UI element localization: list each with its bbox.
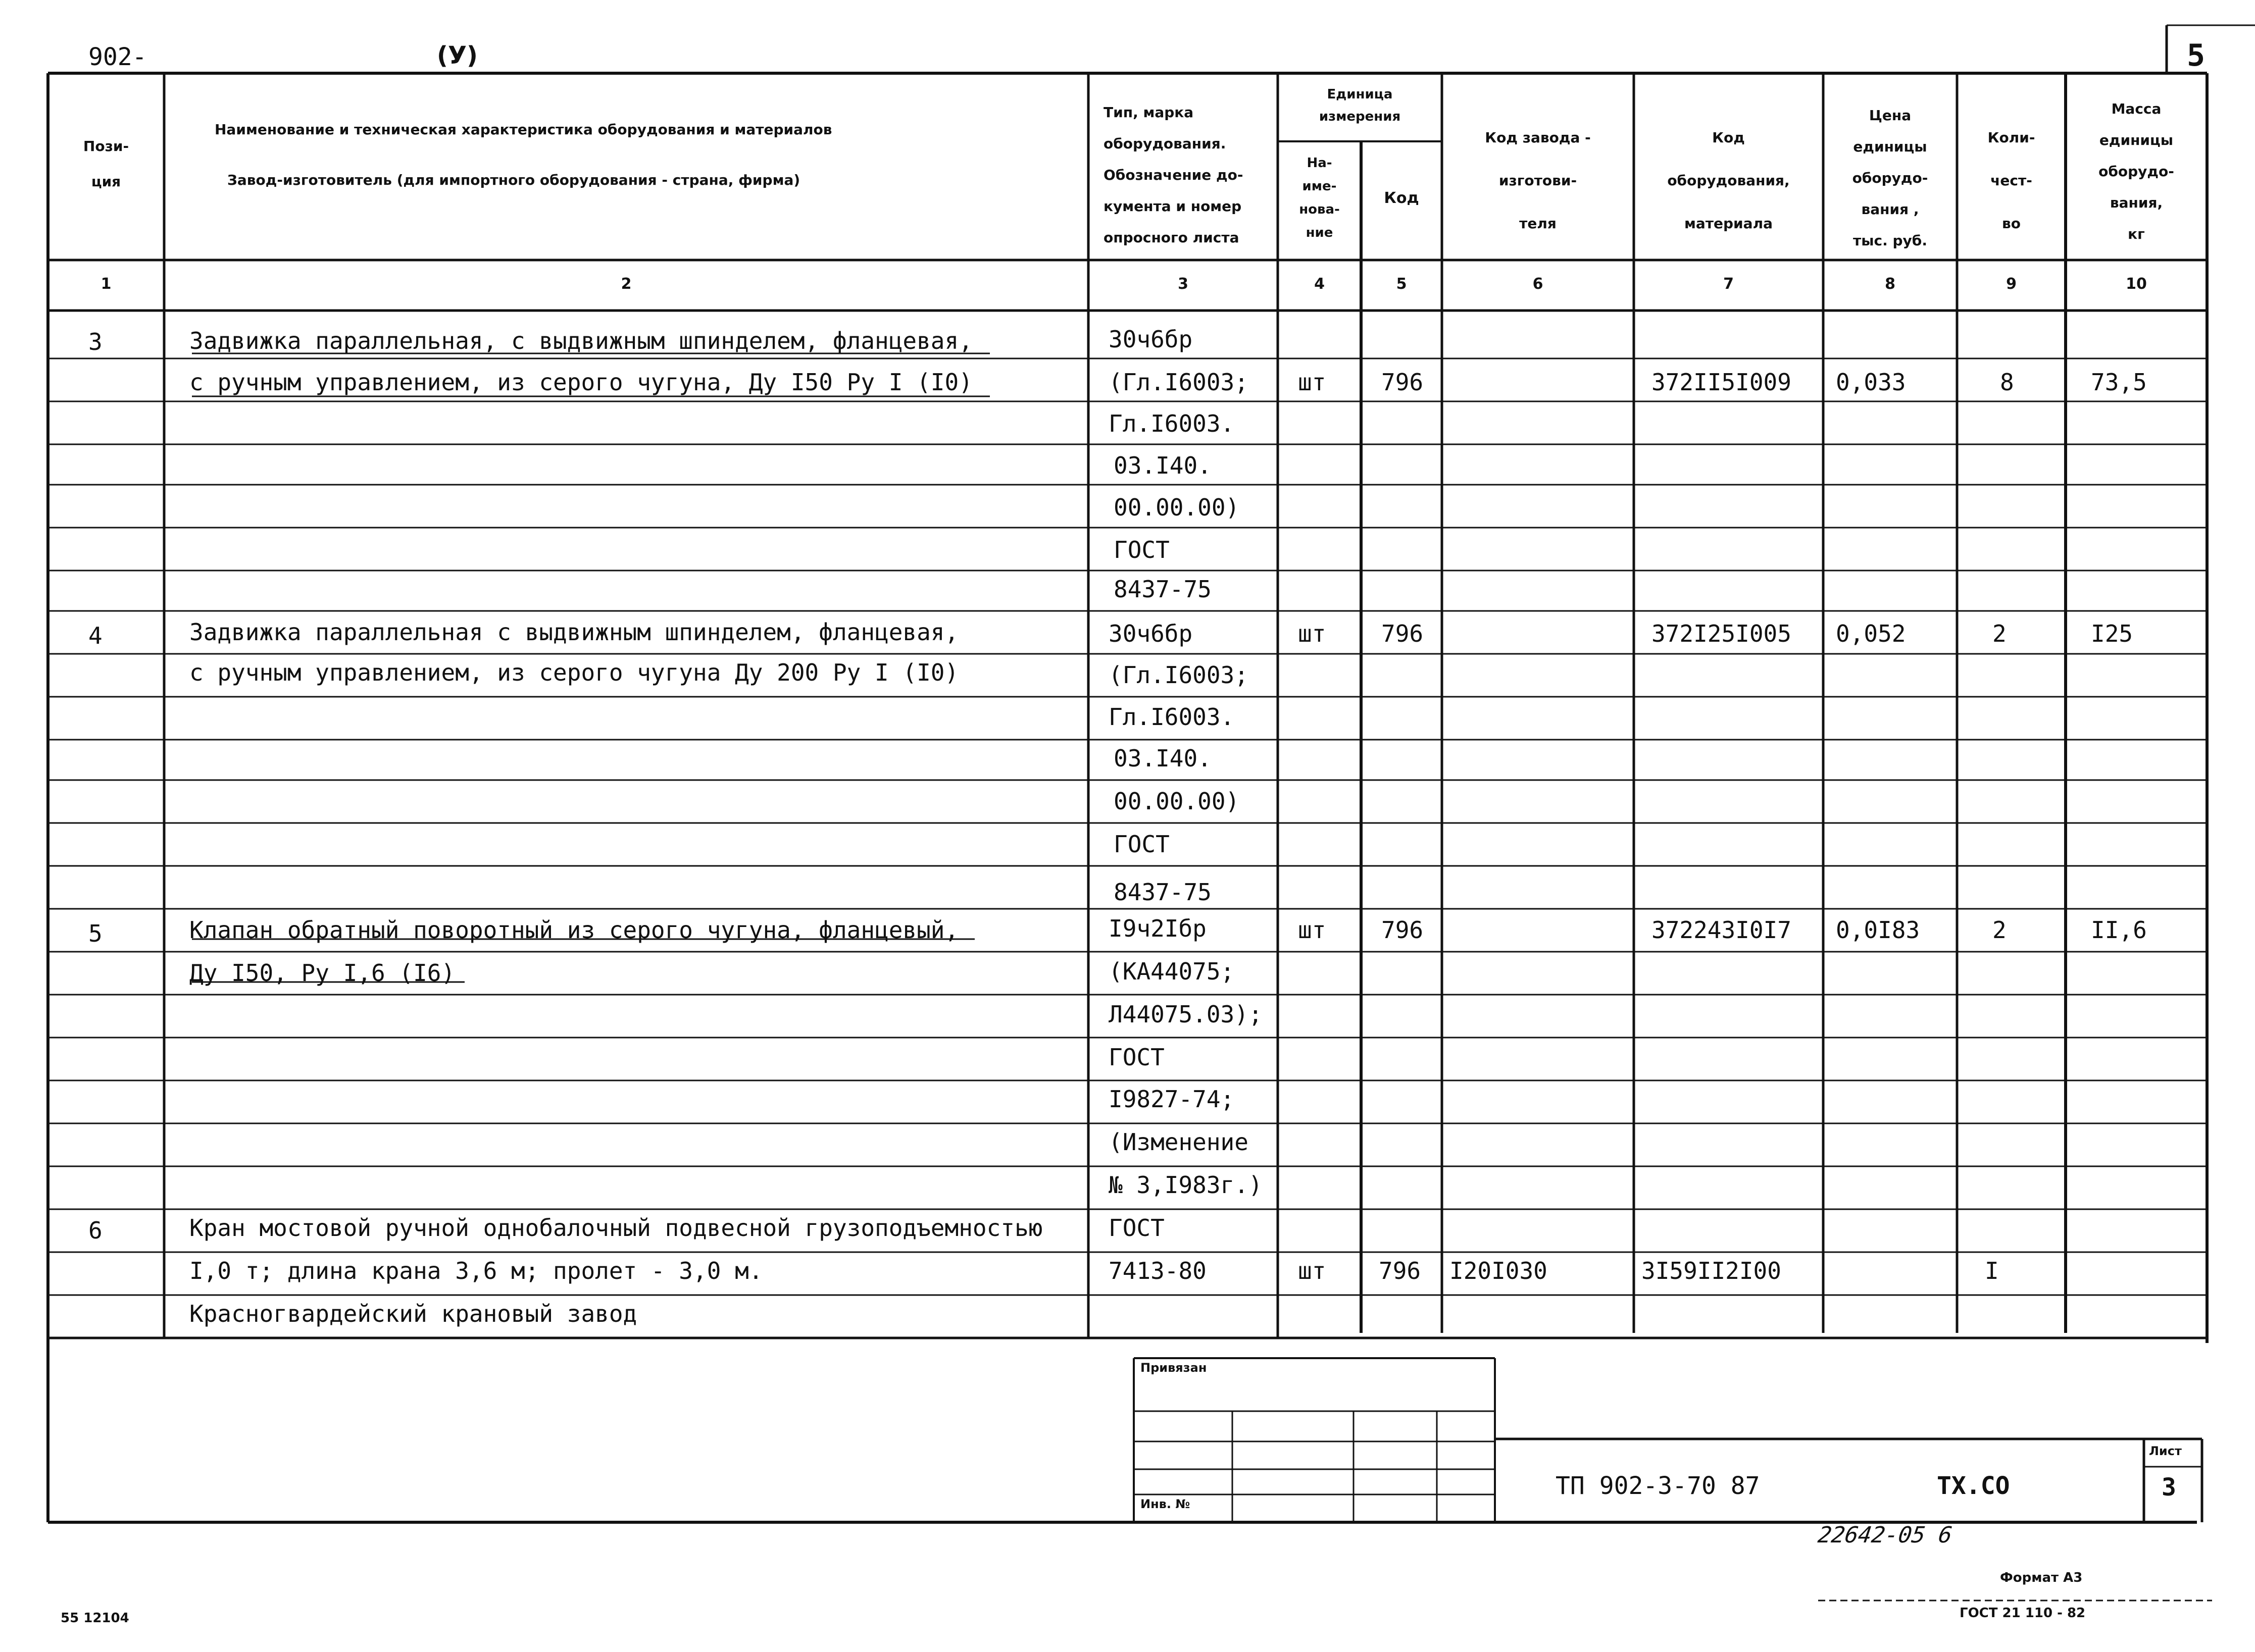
doc-designation: ТП 902-3-70 87 [1556, 1472, 1760, 1500]
row-mass: I25 [2091, 620, 2133, 647]
row-quantity: 2 [1992, 620, 2007, 647]
row-position: 3 [88, 328, 103, 355]
col-num-2: 2 [621, 275, 632, 293]
row-unit-code: 796 [1381, 369, 1424, 396]
footer-code: 55 12104 [61, 1611, 129, 1626]
row-quantity: I [1985, 1257, 1999, 1284]
row-type-line: (Гл.I6003; [1109, 369, 1248, 396]
row-type-line: ГОСТ [1109, 1044, 1165, 1071]
row-price: 0,0I83 [1836, 916, 1920, 944]
row-type-line: (КА44075; [1109, 958, 1235, 985]
col-num-3: 3 [1178, 275, 1188, 293]
stamp-inv-label: Инв. № [1140, 1497, 1190, 1511]
row-equipment-code: 372II5I009 [1651, 369, 1791, 396]
row-name-line: Клапан обратный поворотный из серого чугуна, фланцевый, [189, 916, 959, 944]
row-plant-code: I20I030 [1449, 1257, 1547, 1284]
row-name-line: с ручным управлением, из серого чугуна, Ду I50 Ру I (I0) [189, 369, 973, 396]
row-type-line: 8437-75 [1114, 576, 1212, 603]
row-unit: шт [1298, 1257, 1326, 1284]
header-unit-name: На- име- нова- ние [1299, 156, 1340, 240]
row-price: 0,033 [1836, 369, 1906, 396]
row-manufacturer: Красногвардейский крановый завод [189, 1300, 637, 1327]
header-type: Тип, марка оборудования. Обозначение до- кумента и номер опросного листа [1104, 104, 1243, 246]
code-label: (У) [437, 41, 478, 70]
doc-mark: ТХ.СО [1937, 1472, 2010, 1500]
row-type-line: 7413-80 [1109, 1257, 1207, 1284]
header-unit: Единица измерения [1319, 87, 1401, 124]
header-name: Наименование и техническая характеристика оборудования и материалов [215, 121, 832, 138]
header-equipment-code: Код оборудования, материала [1667, 129, 1790, 232]
row-type-line: Гл.I6003. [1109, 410, 1235, 437]
row-name-line: I,0 т; длина крана 3,6 м; пролет - 3,0 м. [189, 1257, 763, 1284]
col-num-1: 1 [101, 275, 112, 293]
row-unit-code: 796 [1381, 916, 1424, 944]
row-equipment-code: 372I25I005 [1651, 620, 1791, 647]
row-quantity: 2 [1992, 916, 2007, 944]
col-num-9: 9 [2006, 275, 2017, 293]
row-type-line: 03.I40. [1114, 745, 1212, 772]
sheet-label: Лист [2149, 1444, 2182, 1458]
row-equipment-code: 372243I0I7 [1651, 916, 1791, 944]
col-num-10: 10 [2126, 275, 2147, 293]
row-type-line: Гл.I6003. [1109, 703, 1235, 731]
row-name-line: Задвижка параллельная, с выдвижным шпинделем, фланцевая, [189, 327, 973, 354]
col-num-6: 6 [1532, 275, 1543, 293]
header-unit-code: Код [1384, 189, 1419, 207]
header-position: Пози- ция [83, 138, 129, 190]
row-mass: II,6 [2091, 916, 2147, 944]
row-position: 5 [88, 920, 103, 947]
row-type-line: (Изменение [1109, 1128, 1248, 1156]
row-type-line: 30ч6бр [1109, 620, 1193, 647]
row-name-line: с ручным управлением, из серого чугуна Ду 200 Ру I (I0) [189, 659, 959, 686]
row-position: 4 [88, 622, 103, 649]
stamp-bound-label: Привязан [1140, 1361, 1207, 1375]
header-plant-code: Код завода - изготови- теля [1485, 129, 1591, 232]
series-label: 902- [88, 43, 147, 71]
gost-label: ГОСТ 21 110 - 82 [1960, 1606, 2086, 1621]
row-price: 0,052 [1836, 620, 1906, 647]
row-name-line: Кран мостовой ручной однобалочный подвесной грузоподъемностью [189, 1214, 1043, 1242]
row-type-line: 00.00.00) [1114, 494, 1240, 521]
sheet-number: 3 [2162, 1473, 2176, 1502]
row-position: 6 [88, 1217, 103, 1244]
row-unit: шт [1298, 916, 1326, 944]
row-type-line: 30ч6бр [1109, 326, 1193, 353]
col-num-8: 8 [1885, 275, 1895, 293]
row-type-line: 8437-75 [1114, 879, 1212, 906]
row-type-line: ГОСТ [1114, 536, 1170, 563]
row-type-line: ГОСТ [1109, 1214, 1165, 1242]
row-type-line: Л44075.03); [1109, 1001, 1263, 1028]
row-type-line: 03.I40. [1114, 452, 1212, 479]
header-manufacturer: Завод-изготовитель (для импортного оборудования - страна, фирма) [227, 172, 800, 188]
row-type-line: ГОСТ [1114, 831, 1170, 858]
row-unit: шт [1298, 620, 1326, 647]
row-unit-code: 796 [1379, 1257, 1421, 1284]
row-unit-code: 796 [1381, 620, 1424, 647]
header-price: Цена единицы оборудо- вания , тыс. руб. [1852, 107, 1928, 249]
row-type-line: (Гл.I6003; [1109, 661, 1248, 689]
row-name-line: Задвижка параллельная с выдвижным шпинделем, фланцевая, [189, 618, 959, 646]
row-type-line: I9827-74; [1109, 1086, 1235, 1113]
row-equipment-code: 3I59II2I00 [1641, 1257, 1781, 1284]
row-type-line: № 3,I983г.) [1109, 1171, 1263, 1199]
header-quantity: Коли- чест- во [1987, 129, 2035, 232]
col-num-4: 4 [1314, 275, 1325, 293]
row-type-line: 00.00.00) [1114, 788, 1240, 815]
format-label: Формат А3 [2000, 1570, 2083, 1585]
row-quantity: 8 [2000, 369, 2014, 396]
row-type-line: I9ч2Iбр [1109, 915, 1207, 942]
row-unit: шт [1298, 369, 1326, 396]
handwritten-number: 22642-05 6 [1816, 1522, 1954, 1548]
col-num-7: 7 [1723, 275, 1734, 293]
col-num-5: 5 [1396, 275, 1407, 293]
row-mass: 73,5 [2091, 369, 2147, 396]
page-number: 5 [2187, 38, 2206, 73]
header-mass: Масса единицы оборудо- вания, кг [2098, 100, 2174, 242]
row-name-line: Ду I50, Ру I,6 (I6) [189, 959, 456, 987]
